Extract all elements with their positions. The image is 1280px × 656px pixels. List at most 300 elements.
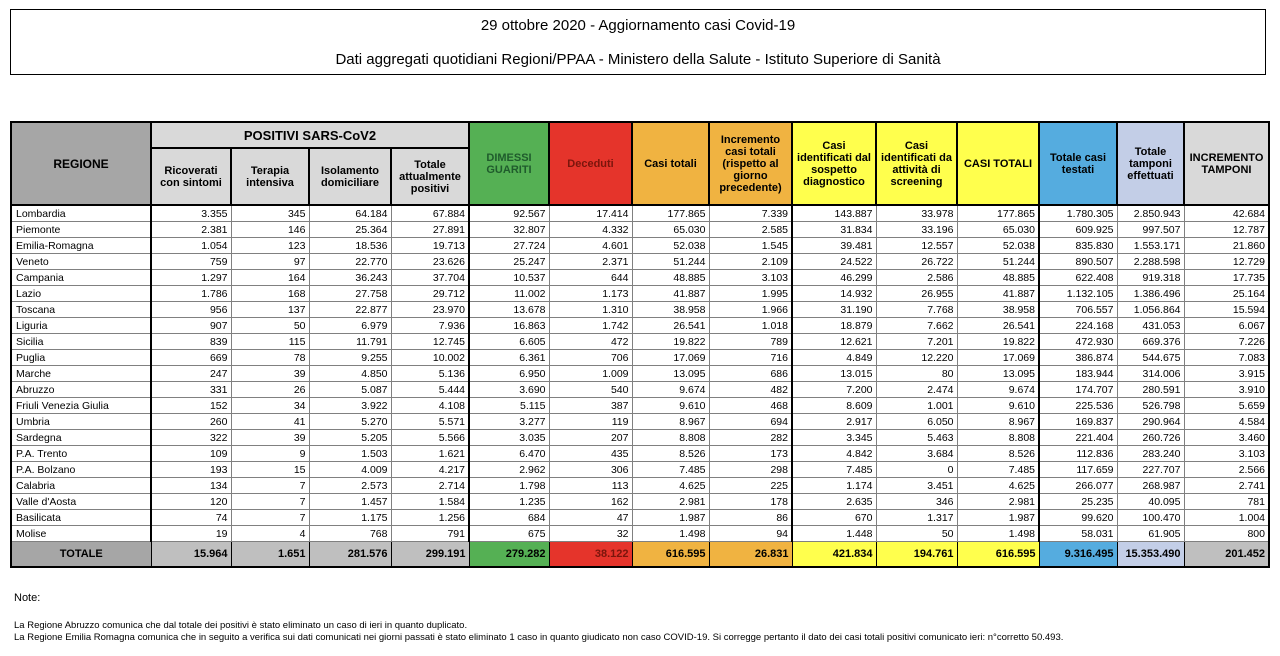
value-cell: 22.770 (309, 254, 391, 270)
value-cell: 164 (231, 270, 309, 286)
value-cell: 52.038 (957, 238, 1039, 254)
value-cell: 119 (549, 414, 632, 430)
value-cell: 8.526 (957, 446, 1039, 462)
value-cell: 19.822 (632, 334, 709, 350)
value-cell: 24.522 (792, 254, 876, 270)
value-cell: 435 (549, 446, 632, 462)
value-cell: 173 (709, 446, 792, 462)
value-cell: 11.002 (469, 286, 549, 302)
region-cell: Friuli Venezia Giulia (11, 398, 151, 414)
value-cell: 52.038 (632, 238, 709, 254)
value-cell: 1.018 (709, 318, 792, 334)
value-cell: 19.713 (391, 238, 469, 254)
region-cell: Molise (11, 526, 151, 542)
value-cell: 14.932 (792, 286, 876, 302)
value-cell: 225 (709, 478, 792, 494)
value-cell: 759 (151, 254, 231, 270)
value-cell: 1.174 (792, 478, 876, 494)
value-cell: 1.009 (549, 366, 632, 382)
value-cell: 19 (151, 526, 231, 542)
value-cell: 2.573 (309, 478, 391, 494)
value-cell: 7.768 (876, 302, 957, 318)
value-cell: 4.217 (391, 462, 469, 478)
value-cell: 7.226 (1184, 334, 1269, 350)
value-cell: 2.288.598 (1117, 254, 1184, 270)
value-cell: 23.626 (391, 254, 469, 270)
value-cell: 346 (876, 494, 957, 510)
value-cell: 99.620 (1039, 510, 1117, 526)
value-cell: 25.364 (309, 222, 391, 238)
value-cell: 4.625 (957, 478, 1039, 494)
value-cell: 2.109 (709, 254, 792, 270)
value-cell: 227.707 (1117, 462, 1184, 478)
value-cell: 8.967 (957, 414, 1039, 430)
value-cell: 468 (709, 398, 792, 414)
value-cell: 2.566 (1184, 462, 1269, 478)
value-cell: 26.722 (876, 254, 957, 270)
value-cell: 9.610 (957, 398, 1039, 414)
value-cell: 684 (469, 510, 549, 526)
value-cell: 890.507 (1039, 254, 1117, 270)
value-cell: 386.874 (1039, 350, 1117, 366)
region-cell: Puglia (11, 350, 151, 366)
value-cell: 86 (709, 510, 792, 526)
value-cell: 1.004 (1184, 510, 1269, 526)
value-cell: 18.879 (792, 318, 876, 334)
value-cell: 225.536 (1039, 398, 1117, 414)
value-cell: 26.541 (957, 318, 1039, 334)
value-cell: 7.201 (876, 334, 957, 350)
value-cell: 12.745 (391, 334, 469, 350)
value-cell: 12.621 (792, 334, 876, 350)
value-cell: 3.345 (792, 430, 876, 446)
value-cell: 526.798 (1117, 398, 1184, 414)
value-cell: 387 (549, 398, 632, 414)
value-cell: 482 (709, 382, 792, 398)
value-cell: 38.958 (957, 302, 1039, 318)
region-cell: Piemonte (11, 222, 151, 238)
value-cell: 4.332 (549, 222, 632, 238)
note-line-1: La Regione Abruzzo comunica che dal totale dei positivi è stato eliminato un caso di ieri in quanto duplicato. (14, 620, 468, 631)
value-cell: 4.849 (792, 350, 876, 366)
table-row (11, 430, 1269, 446)
column-header-10: Casi identificati da attività di screening (876, 122, 957, 205)
value-cell: 9.255 (309, 350, 391, 366)
value-cell: 92.567 (469, 205, 549, 222)
value-cell: 4.625 (632, 478, 709, 494)
report-subtitle: Dati aggregati quotidiani Regioni/PPAA - Ministero della Salute - Istituto Superiore di Sanità (335, 50, 941, 68)
value-cell: 706.557 (1039, 302, 1117, 318)
value-cell: 3.451 (876, 478, 957, 494)
value-cell: 1.317 (876, 510, 957, 526)
value-cell: 40.095 (1117, 494, 1184, 510)
value-cell: 1.987 (957, 510, 1039, 526)
value-cell: 706 (549, 350, 632, 366)
value-cell: 64.184 (309, 205, 391, 222)
value-cell: 3.915 (1184, 366, 1269, 382)
value-cell: 123 (231, 238, 309, 254)
column-header-8: Incremento casi totali (rispetto al giorno precedente) (709, 122, 792, 205)
value-cell: 2.741 (1184, 478, 1269, 494)
value-cell: 2.962 (469, 462, 549, 478)
value-cell: 21.860 (1184, 238, 1269, 254)
value-cell: 6.979 (309, 318, 391, 334)
value-cell: 314.006 (1117, 366, 1184, 382)
value-cell: 61.905 (1117, 526, 1184, 542)
value-cell: 42.684 (1184, 205, 1269, 222)
value-cell: 34 (231, 398, 309, 414)
value-cell: 306 (549, 462, 632, 478)
value-cell: 260.726 (1117, 430, 1184, 446)
value-cell: 9.610 (632, 398, 709, 414)
column-header-4: Totale attualmente positivi (391, 148, 469, 205)
value-cell: 2.474 (876, 382, 957, 398)
table-row (11, 462, 1269, 478)
table-row (11, 350, 1269, 366)
value-cell: 2.981 (632, 494, 709, 510)
value-cell: 7 (231, 494, 309, 510)
region-cell: Liguria (11, 318, 151, 334)
table-row (11, 510, 1269, 526)
value-cell: 670 (792, 510, 876, 526)
value-cell: 48.885 (957, 270, 1039, 286)
value-cell: 283.240 (1117, 446, 1184, 462)
value-cell: 16.863 (469, 318, 549, 334)
value-cell: 29.712 (391, 286, 469, 302)
value-cell: 7.485 (792, 462, 876, 478)
value-cell: 2.917 (792, 414, 876, 430)
table-row (11, 334, 1269, 350)
value-cell: 472 (549, 334, 632, 350)
value-cell: 8.526 (632, 446, 709, 462)
value-cell: 7 (231, 510, 309, 526)
value-cell: 2.714 (391, 478, 469, 494)
totals-value-cell: 9.316.495 (1039, 542, 1117, 568)
value-cell: 1.001 (876, 398, 957, 414)
table-body (11, 205, 1269, 567)
value-cell: 177.865 (632, 205, 709, 222)
value-cell: 791 (391, 526, 469, 542)
totals-value-cell: 616.595 (957, 542, 1039, 568)
value-cell: 51.244 (632, 254, 709, 270)
value-cell: 23.970 (391, 302, 469, 318)
value-cell: 26 (231, 382, 309, 398)
value-cell: 25.235 (1039, 494, 1117, 510)
value-cell: 32.807 (469, 222, 549, 238)
value-cell: 1.780.305 (1039, 205, 1117, 222)
totals-value-cell: 15.353.490 (1117, 542, 1184, 568)
value-cell: 31.834 (792, 222, 876, 238)
value-cell: 17.414 (549, 205, 632, 222)
value-cell: 18.536 (309, 238, 391, 254)
value-cell: 1.175 (309, 510, 391, 526)
value-cell: 1.786 (151, 286, 231, 302)
value-cell: 2.635 (792, 494, 876, 510)
value-cell: 33.196 (876, 222, 957, 238)
value-cell: 174.707 (1039, 382, 1117, 398)
totals-value-cell: 38.122 (549, 542, 632, 568)
value-cell: 4.601 (549, 238, 632, 254)
note-line-2: La Regione Emilia Romagna comunica che in seguito a verifica sui dati comunicati nei giorni passati è stato eliminato 1 caso in quanto giudicato non caso COVID-19. Si corregge pertanto il dato dei casi totali positivi comunicato ieri: n°corretto 50.493. (14, 631, 1064, 643)
value-cell: 162 (549, 494, 632, 510)
notes-section (14, 592, 1264, 643)
value-cell: 65.030 (632, 222, 709, 238)
value-cell: 8.808 (632, 430, 709, 446)
totals-label-cell: TOTALE (11, 542, 151, 568)
table-row (11, 205, 1269, 222)
value-cell: 1.498 (632, 526, 709, 542)
value-cell: 3.922 (309, 398, 391, 414)
value-cell: 13.678 (469, 302, 549, 318)
column-header-13: Totale tamponi effettuati (1117, 122, 1184, 205)
value-cell: 1.584 (391, 494, 469, 510)
value-cell: 5.115 (469, 398, 549, 414)
value-cell: 7 (231, 478, 309, 494)
value-cell: 12.220 (876, 350, 957, 366)
value-cell: 282 (709, 430, 792, 446)
value-cell: 322 (151, 430, 231, 446)
value-cell: 919.318 (1117, 270, 1184, 286)
value-cell: 290.964 (1117, 414, 1184, 430)
report-date-title: 29 ottobre 2020 - Aggiornamento casi Covid-19 (480, 16, 796, 34)
value-cell: 1.457 (309, 494, 391, 510)
value-cell: 13.015 (792, 366, 876, 382)
value-cell: 669.376 (1117, 334, 1184, 350)
value-cell: 622.408 (1039, 270, 1117, 286)
value-cell: 1.256 (391, 510, 469, 526)
value-cell: 5.463 (876, 430, 957, 446)
value-cell: 431.053 (1117, 318, 1184, 334)
value-cell: 6.361 (469, 350, 549, 366)
value-cell: 17.069 (957, 350, 1039, 366)
value-cell: 6.950 (469, 366, 549, 382)
value-cell: 8.609 (792, 398, 876, 414)
value-cell: 3.690 (469, 382, 549, 398)
totals-value-cell: 26.831 (709, 542, 792, 568)
value-cell: 169.837 (1039, 414, 1117, 430)
value-cell: 609.925 (1039, 222, 1117, 238)
table-header (11, 122, 1269, 205)
value-cell: 997.507 (1117, 222, 1184, 238)
notes-heading: Note: (14, 592, 41, 604)
value-cell: 8.967 (632, 414, 709, 430)
totals-value-cell: 421.834 (792, 542, 876, 568)
value-cell: 3.910 (1184, 382, 1269, 398)
value-cell: 5.659 (1184, 398, 1269, 414)
value-cell: 3.684 (876, 446, 957, 462)
value-cell: 4.850 (309, 366, 391, 382)
column-header-6: Deceduti (549, 122, 632, 205)
value-cell: 26.541 (632, 318, 709, 334)
value-cell: 117.659 (1039, 462, 1117, 478)
value-cell: 5.566 (391, 430, 469, 446)
value-cell: 31.190 (792, 302, 876, 318)
table-row (11, 222, 1269, 238)
value-cell: 716 (709, 350, 792, 366)
totals-value-cell: 201.452 (1184, 542, 1269, 568)
value-cell: 345 (231, 205, 309, 222)
value-cell: 781 (1184, 494, 1269, 510)
value-cell: 2.981 (957, 494, 1039, 510)
value-cell: 224.168 (1039, 318, 1117, 334)
value-cell: 15.594 (1184, 302, 1269, 318)
value-cell: 9 (231, 446, 309, 462)
value-cell: 22.877 (309, 302, 391, 318)
region-cell: Marche (11, 366, 151, 382)
value-cell: 12.557 (876, 238, 957, 254)
value-cell: 67.884 (391, 205, 469, 222)
value-cell: 50 (876, 526, 957, 542)
totals-value-cell: 616.595 (632, 542, 709, 568)
value-cell: 80 (876, 366, 957, 382)
note-lines (14, 620, 1264, 643)
region-cell: P.A. Trento (11, 446, 151, 462)
value-cell: 15 (231, 462, 309, 478)
value-cell: 6.067 (1184, 318, 1269, 334)
value-cell: 5.270 (309, 414, 391, 430)
value-cell: 143.887 (792, 205, 876, 222)
value-cell: 112.836 (1039, 446, 1117, 462)
value-cell: 41.887 (957, 286, 1039, 302)
value-cell: 47 (549, 510, 632, 526)
value-cell: 1.056.864 (1117, 302, 1184, 318)
table-row (11, 286, 1269, 302)
column-header-1: Ricoverati con sintomi (151, 148, 231, 205)
totals-value-cell: 279.282 (469, 542, 549, 568)
region-cell: P.A. Bolzano (11, 462, 151, 478)
value-cell: 1.545 (709, 238, 792, 254)
value-cell: 100.470 (1117, 510, 1184, 526)
value-cell: 1.798 (469, 478, 549, 494)
value-cell: 3.277 (469, 414, 549, 430)
value-cell: 27.891 (391, 222, 469, 238)
value-cell: 50 (231, 318, 309, 334)
value-cell: 183.944 (1039, 366, 1117, 382)
value-cell: 221.404 (1039, 430, 1117, 446)
value-cell: 694 (709, 414, 792, 430)
value-cell: 9.674 (632, 382, 709, 398)
value-cell: 956 (151, 302, 231, 318)
value-cell: 9.674 (957, 382, 1039, 398)
value-cell: 134 (151, 478, 231, 494)
region-cell: Campania (11, 270, 151, 286)
value-cell: 1.448 (792, 526, 876, 542)
value-cell: 768 (309, 526, 391, 542)
value-cell: 27.758 (309, 286, 391, 302)
value-cell: 4 (231, 526, 309, 542)
totals-value-cell: 15.964 (151, 542, 231, 568)
value-cell: 2.850.943 (1117, 205, 1184, 222)
value-cell: 115 (231, 334, 309, 350)
value-cell: 39.481 (792, 238, 876, 254)
value-cell: 260 (151, 414, 231, 430)
value-cell: 41.887 (632, 286, 709, 302)
value-cell: 32 (549, 526, 632, 542)
report-title-box (10, 9, 1266, 75)
value-cell: 48.885 (632, 270, 709, 286)
value-cell: 1.621 (391, 446, 469, 462)
value-cell: 178 (709, 494, 792, 510)
value-cell: 39 (231, 430, 309, 446)
value-cell: 1.742 (549, 318, 632, 334)
value-cell: 137 (231, 302, 309, 318)
value-cell: 1.966 (709, 302, 792, 318)
value-cell: 5.444 (391, 382, 469, 398)
value-cell: 11.791 (309, 334, 391, 350)
value-cell: 5.136 (391, 366, 469, 382)
table-row (11, 446, 1269, 462)
value-cell: 193 (151, 462, 231, 478)
value-cell: 17.069 (632, 350, 709, 366)
value-cell: 247 (151, 366, 231, 382)
value-cell: 266.077 (1039, 478, 1117, 494)
column-group-positivi: POSITIVI SARS-CoV2 (151, 122, 469, 148)
column-header-5: DIMESSI GUARITI (469, 122, 549, 205)
table-row (11, 494, 1269, 510)
value-cell: 2.585 (709, 222, 792, 238)
value-cell: 907 (151, 318, 231, 334)
value-cell: 113 (549, 478, 632, 494)
value-cell: 146 (231, 222, 309, 238)
table-row (11, 398, 1269, 414)
column-header-9: Casi identificati dal sospetto diagnostico (792, 122, 876, 205)
table-row (11, 526, 1269, 542)
value-cell: 177.865 (957, 205, 1039, 222)
value-cell: 4.108 (391, 398, 469, 414)
value-cell: 12.787 (1184, 222, 1269, 238)
value-cell: 544.675 (1117, 350, 1184, 366)
region-cell: Umbria (11, 414, 151, 430)
value-cell: 207 (549, 430, 632, 446)
totals-value-cell: 1.651 (231, 542, 309, 568)
table-row (11, 254, 1269, 270)
region-cell: Lombardia (11, 205, 151, 222)
value-cell: 675 (469, 526, 549, 542)
table-row (11, 270, 1269, 286)
value-cell: 7.936 (391, 318, 469, 334)
table-row (11, 302, 1269, 318)
value-cell: 39 (231, 366, 309, 382)
region-cell: Sardegna (11, 430, 151, 446)
value-cell: 17.735 (1184, 270, 1269, 286)
table-row (11, 366, 1269, 382)
table-row (11, 414, 1269, 430)
value-cell: 472.930 (1039, 334, 1117, 350)
region-cell: Sicilia (11, 334, 151, 350)
value-cell: 12.729 (1184, 254, 1269, 270)
totals-value-cell: 299.191 (391, 542, 469, 568)
column-header-3: Isolamento domiciliare (309, 148, 391, 205)
value-cell: 1.995 (709, 286, 792, 302)
column-header-2: Terapia intensiva (231, 148, 309, 205)
value-cell: 13.095 (957, 366, 1039, 382)
value-cell: 46.299 (792, 270, 876, 286)
value-cell: 3.103 (1184, 446, 1269, 462)
value-cell: 1.235 (469, 494, 549, 510)
value-cell: 1.173 (549, 286, 632, 302)
value-cell: 78 (231, 350, 309, 366)
value-cell: 7.200 (792, 382, 876, 398)
table-row (11, 318, 1269, 334)
region-cell: Lazio (11, 286, 151, 302)
region-cell: Calabria (11, 478, 151, 494)
value-cell: 1.503 (309, 446, 391, 462)
value-cell: 7.485 (957, 462, 1039, 478)
value-cell: 94 (709, 526, 792, 542)
region-cell: Basilicata (11, 510, 151, 526)
column-header-11: CASI TOTALI (957, 122, 1039, 205)
region-cell: Emilia-Romagna (11, 238, 151, 254)
